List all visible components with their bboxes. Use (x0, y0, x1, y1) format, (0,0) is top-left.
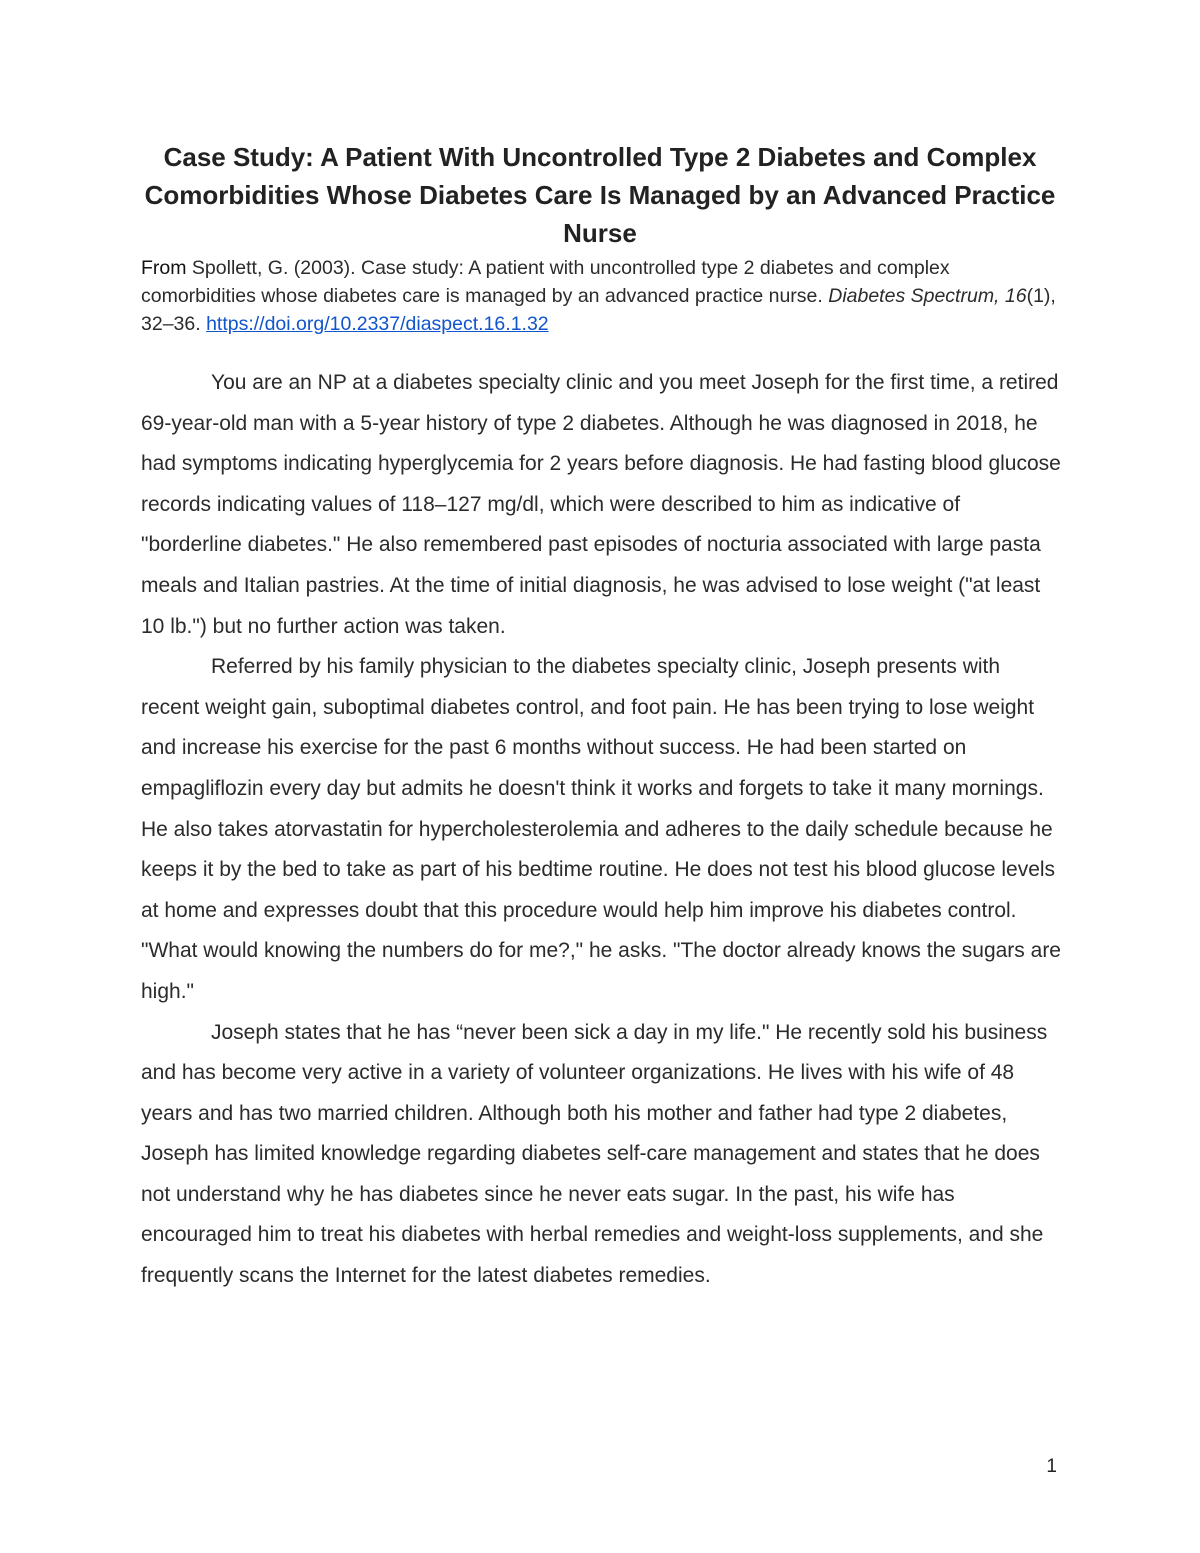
doi-link[interactable]: https://doi.org/10.2337/diaspect.16.1.32 (206, 313, 549, 335)
citation-text: Spollett, G. (2003). Case study: A patient with uncontrolled type 2 diabetes and complex comorbidities whose diabetes care is managed by an advanced practice nurse. (141, 257, 950, 307)
paragraph-3: Joseph states that he has “never been sick a day in my life." He recently sold his business and has become very active in a variety of volunteer organizations. He lives with his wife of 48 years and has two married children. Although both his mother and father had type 2 diabetes, Joseph has limited knowledge regarding diabetes self-care management and states that he does not understand why he has diabetes since he never eats sugar. In the past, his wife has encouraged him to treat his diabetes with herbal remedies and weight-loss supplements, and she frequently scans the Internet for the latest diabetes remedies. (141, 1020, 1048, 1288)
paragraph-2: Referred by his family physician to the diabetes specialty clinic, Joseph presents with recent weight gain, suboptimal diabetes control, and foot pain. He has been trying to lose weight and increase his exercise for the past 6 months without success. He had been started on empagliflozin every day but admits he doesn't think it works and forgets to take it many mornings. He also takes atorvastatin for hypercholesterolemia and adheres to the daily schedule because he keeps it by the bed to take as part of his bedtime routine. He does not test his blood glucose levels at home and expresses doubt that this procedure would help him improve his diabetes control. "What would knowing the numbers do for me?," he asks. "The doctor already knows the sugars are high." (141, 655, 1061, 1003)
citation-from-label: From (141, 257, 187, 279)
citation (141, 254, 1056, 338)
citation-journal: Diabetes Spectrum, 16 (828, 285, 1027, 307)
citation-issue-pages: (1), 32–36. (141, 285, 1056, 335)
page-number: 1 (1046, 1456, 1057, 1477)
body-text (141, 363, 1061, 1297)
document-title: Case Study: A Patient With Uncontrolled Type 2 Diabetes and Complex Comorbidities Whose Diabetes Care Is Managed by an Advanced Practice Nurse (144, 142, 1056, 248)
paragraph-1: You are an NP at a diabetes specialty clinic and you meet Joseph for the first time, a retired 69-year-old man with a 5-year history of type 2 diabetes. Although he was diagnosed in 2018, he had symptoms indicating hyperglycemia for 2 years before diagnosis. He had fasting blood glucose records indicating values of 118–127 mg/dl, which were described to him as indicative of "borderline diabetes." He also remembered past episodes of nocturia associated with large pasta meals and Italian pastries. At the time of initial diagnosis, he was advised to lose weight ("at least 10 lb.") but no further action was taken. (141, 371, 1061, 638)
